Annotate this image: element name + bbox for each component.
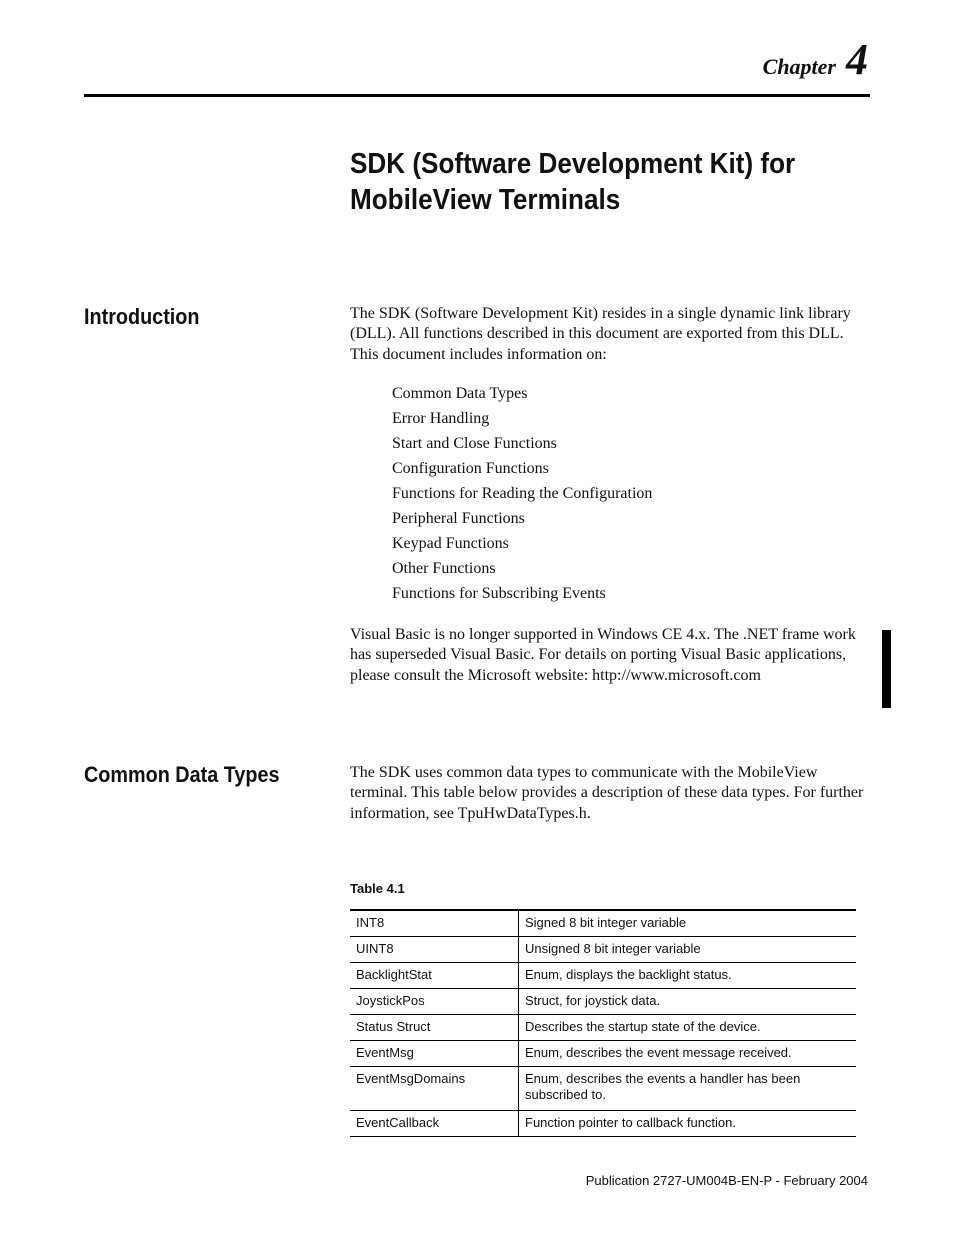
description-cell: Function pointer to callback function. [519, 1111, 857, 1137]
chapter-word: Chapter [762, 54, 836, 79]
type-cell: UINT8 [350, 937, 519, 963]
common-data-types-heading: Common Data Types [84, 762, 280, 787]
list-item: Error Handling [392, 410, 490, 427]
table-row [350, 1111, 856, 1137]
list-item: Functions for Reading the Configuration [392, 485, 653, 502]
table-row [350, 1015, 856, 1041]
description-cell: Enum, displays the backlight status. [519, 963, 857, 989]
table-row [350, 910, 856, 937]
table-row [350, 937, 856, 963]
chapter-header [762, 35, 868, 84]
type-cell: INT8 [350, 910, 519, 937]
description-cell: Signed 8 bit integer variable [519, 910, 857, 937]
description-cell: Describes the startup state of the device. [519, 1015, 857, 1041]
list-item: Peripheral Functions [392, 510, 525, 527]
chapter-title-line-1: SDK (Software Development Kit) for [350, 148, 796, 180]
table-row [350, 963, 856, 989]
type-cell: EventMsg [350, 1041, 519, 1067]
type-cell: EventMsgDomains [350, 1067, 519, 1111]
list-item: Common Data Types [392, 385, 528, 402]
introduction-paragraph: The SDK (Software Development Kit) resides in a single dynamic link library (DLL). All functions described in this document are exported from this DLL. This document includes information on: [350, 305, 851, 363]
chapter-rule [84, 94, 870, 97]
description-cell: Struct, for joystick data. [519, 989, 857, 1015]
type-cell: EventCallback [350, 1111, 519, 1137]
list-item: Keypad Functions [392, 535, 509, 552]
description-cell: Enum, describes the events a handler has been subscribed to. [519, 1067, 857, 1111]
list-item: Other Functions [392, 560, 496, 577]
table-row [350, 1067, 856, 1111]
list-item: Functions for Subscribing Events [392, 585, 606, 602]
description-cell: Unsigned 8 bit integer variable [519, 937, 857, 963]
chapter-number: 4 [846, 35, 868, 84]
chapter-title [350, 146, 818, 218]
list-item: Start and Close Functions [392, 435, 557, 452]
type-cell: Status Struct [350, 1015, 519, 1041]
common-data-types-paragraph: The SDK uses common data types to communicate with the MobileView terminal. This table below provides a description of these data types. For further information, see TpuHwDataTypes.h. [350, 764, 864, 822]
type-cell: BacklightStat [350, 963, 519, 989]
publication-footer: Publication 2727-UM004B-EN-P - February 2004 [585, 1173, 868, 1188]
topic-list [392, 384, 652, 609]
chapter-title-line-2: MobileView Terminals [350, 184, 621, 216]
type-cell: JoystickPos [350, 989, 519, 1015]
visual-basic-note: Visual Basic is no longer supported in Windows CE 4.x. The .NET frame work has superseded Visual Basic. For details on porting Visual Basic applications, please consult the Microsoft website: http://www.microsoft.com [350, 626, 856, 684]
data-types-table [350, 909, 856, 1137]
list-item: Configuration Functions [392, 460, 549, 477]
table-label: Table 4.1 [350, 881, 405, 896]
chapter-thumb-tab [882, 630, 891, 708]
table-row [350, 1041, 856, 1067]
introduction-heading: Introduction [84, 304, 200, 329]
description-cell: Enum, describes the event message received. [519, 1041, 857, 1067]
table-row [350, 989, 856, 1015]
